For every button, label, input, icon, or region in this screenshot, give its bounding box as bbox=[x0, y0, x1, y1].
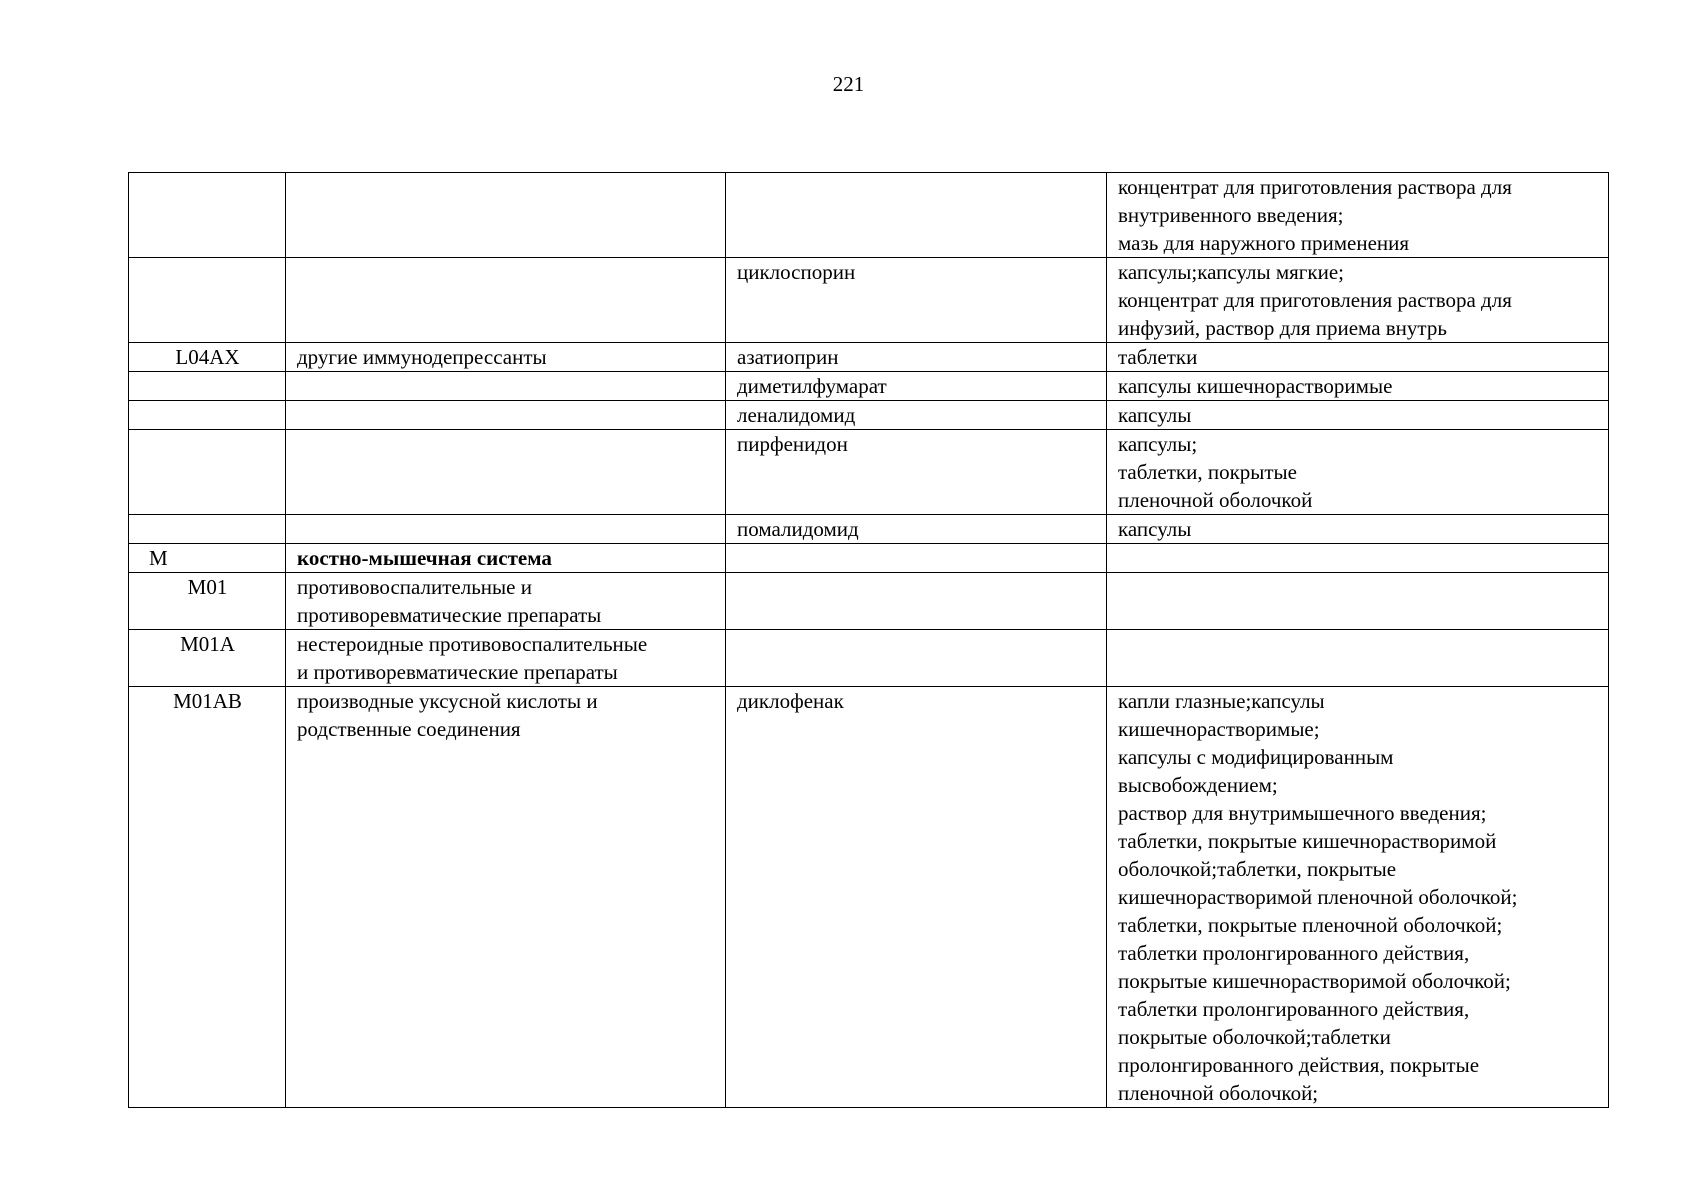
table-row bbox=[129, 630, 1609, 687]
atc-code-cell bbox=[129, 258, 286, 343]
anatomical-group-cell bbox=[286, 630, 726, 687]
dosage-form-line: таблетки bbox=[1118, 345, 1198, 369]
dosage-form-line: таблетки пролонгированного действия, bbox=[1118, 997, 1470, 1021]
dosage-forms-cell bbox=[1107, 515, 1609, 544]
dosage-form-line: пленочной оболочкой; bbox=[1118, 1081, 1319, 1105]
group-text-line: производные уксусной кислоты и bbox=[297, 689, 598, 713]
dosage-forms-cell bbox=[1107, 544, 1609, 573]
drug-name-cell bbox=[726, 544, 1107, 573]
anatomical-group-cell bbox=[286, 573, 726, 630]
atc-code-cell: L04AX bbox=[129, 343, 286, 372]
dosage-forms-cell bbox=[1107, 573, 1609, 630]
table-row bbox=[129, 430, 1609, 515]
atc-code-cell bbox=[129, 430, 286, 515]
drug-name-cell bbox=[726, 573, 1107, 630]
table-row bbox=[129, 258, 1609, 343]
dosage-form-line: пролонгированного действия, покрытые bbox=[1118, 1053, 1480, 1077]
dosage-forms-cell bbox=[1107, 343, 1609, 372]
dosage-form-line: таблетки, покрытые кишечнорастворимой bbox=[1118, 829, 1497, 853]
dosage-form-line: высвобождением; bbox=[1118, 773, 1278, 797]
atc-code-cell bbox=[129, 401, 286, 430]
dosage-form-line: мазь для наружного применения bbox=[1118, 231, 1410, 255]
table-row bbox=[129, 515, 1609, 544]
dosage-form-line: кишечнорастворимой пленочной оболочкой; bbox=[1118, 885, 1518, 909]
dosage-form-line: капсулы bbox=[1118, 517, 1192, 541]
table-row bbox=[129, 173, 1609, 258]
table-body bbox=[129, 173, 1609, 1108]
dosage-form-line: капсулы;капсулы мягкие; bbox=[1118, 260, 1344, 284]
dosage-forms-cell bbox=[1107, 258, 1609, 343]
drug-table bbox=[128, 172, 1609, 1108]
group-text-line: противоревматические препараты bbox=[297, 603, 602, 627]
drug-name-cell: помалидомид bbox=[726, 515, 1107, 544]
drug-name-cell: циклоспорин bbox=[726, 258, 1107, 343]
dosage-form-line: концентрат для приготовления раствора для bbox=[1118, 288, 1512, 312]
dosage-form-line: покрытые оболочкой;таблетки bbox=[1118, 1025, 1391, 1049]
group-text-line: костно-мышечная система bbox=[297, 546, 552, 570]
dosage-forms-cell bbox=[1107, 430, 1609, 515]
dosage-form-line: таблетки, покрытые bbox=[1118, 460, 1297, 484]
dosage-form-line: пленочной оболочкой bbox=[1118, 488, 1313, 512]
anatomical-group-cell bbox=[286, 687, 726, 1108]
dosage-form-line: оболочкой;таблетки, покрытые bbox=[1118, 857, 1397, 881]
dosage-form-line: капсулы с модифицированным bbox=[1118, 745, 1394, 769]
dosage-form-line: кишечнорастворимые; bbox=[1118, 717, 1320, 741]
dosage-forms-cell bbox=[1107, 630, 1609, 687]
anatomical-group-cell bbox=[286, 430, 726, 515]
atc-code-cell: M01AB bbox=[129, 687, 286, 1108]
dosage-forms-cell bbox=[1107, 401, 1609, 430]
drug-name-cell: леналидомид bbox=[726, 401, 1107, 430]
atc-code-cell: M bbox=[129, 544, 286, 573]
dosage-form-line: таблетки пролонгированного действия, bbox=[1118, 941, 1470, 965]
atc-code-cell bbox=[129, 515, 286, 544]
dosage-form-line: капсулы кишечнорастворимые bbox=[1118, 374, 1393, 398]
dosage-form-line: инфузий, раствор для приема внутрь bbox=[1118, 316, 1447, 340]
drug-name-cell: диметилфумарат bbox=[726, 372, 1107, 401]
anatomical-group-cell bbox=[286, 173, 726, 258]
anatomical-group-cell bbox=[286, 515, 726, 544]
anatomical-group-cell bbox=[286, 372, 726, 401]
dosage-form-line: таблетки, покрытые пленочной оболочкой; bbox=[1118, 913, 1503, 937]
table-row bbox=[129, 343, 1609, 372]
anatomical-group-cell bbox=[286, 544, 726, 573]
atc-code-cell: M01 bbox=[129, 573, 286, 630]
dosage-form-line: концентрат для приготовления раствора для bbox=[1118, 175, 1512, 199]
dosage-forms-cell bbox=[1107, 372, 1609, 401]
group-text-line: родственные соединения bbox=[297, 717, 521, 741]
drug-name-cell bbox=[726, 630, 1107, 687]
dosage-form-line: покрытые кишечнорастворимой оболочкой; bbox=[1118, 969, 1511, 993]
group-text-line: нестероидные противовоспалительные bbox=[297, 632, 648, 656]
drug-name-cell bbox=[726, 173, 1107, 258]
anatomical-group-cell bbox=[286, 258, 726, 343]
atc-code-cell bbox=[129, 173, 286, 258]
table-row bbox=[129, 687, 1609, 1108]
group-text-line: другие иммунодепрессанты bbox=[297, 345, 547, 369]
table-row bbox=[129, 544, 1609, 573]
table-row bbox=[129, 372, 1609, 401]
table-row bbox=[129, 573, 1609, 630]
atc-code-cell bbox=[129, 372, 286, 401]
dosage-form-line: внутривенного введения; bbox=[1118, 203, 1344, 227]
page-number: 221 bbox=[832, 72, 865, 96]
drug-name-cell: диклофенак bbox=[726, 687, 1107, 1108]
drug-name-cell: азатиоприн bbox=[726, 343, 1107, 372]
drug-name-cell: пирфенидон bbox=[726, 430, 1107, 515]
group-text-line: и противоревматические препараты bbox=[297, 660, 618, 684]
anatomical-group-cell bbox=[286, 343, 726, 372]
dosage-form-line: капли глазные;капсулы bbox=[1118, 689, 1325, 713]
dosage-forms-cell bbox=[1107, 173, 1609, 258]
dosage-form-line: капсулы; bbox=[1118, 432, 1198, 456]
dosage-form-line: капсулы bbox=[1118, 403, 1192, 427]
dosage-form-line: раствор для внутримышечного введения; bbox=[1118, 801, 1487, 825]
table-row bbox=[129, 401, 1609, 430]
dosage-forms-cell bbox=[1107, 687, 1609, 1108]
atc-code-cell: M01A bbox=[129, 630, 286, 687]
group-text-line: противовоспалительные и bbox=[297, 575, 532, 599]
anatomical-group-cell bbox=[286, 401, 726, 430]
